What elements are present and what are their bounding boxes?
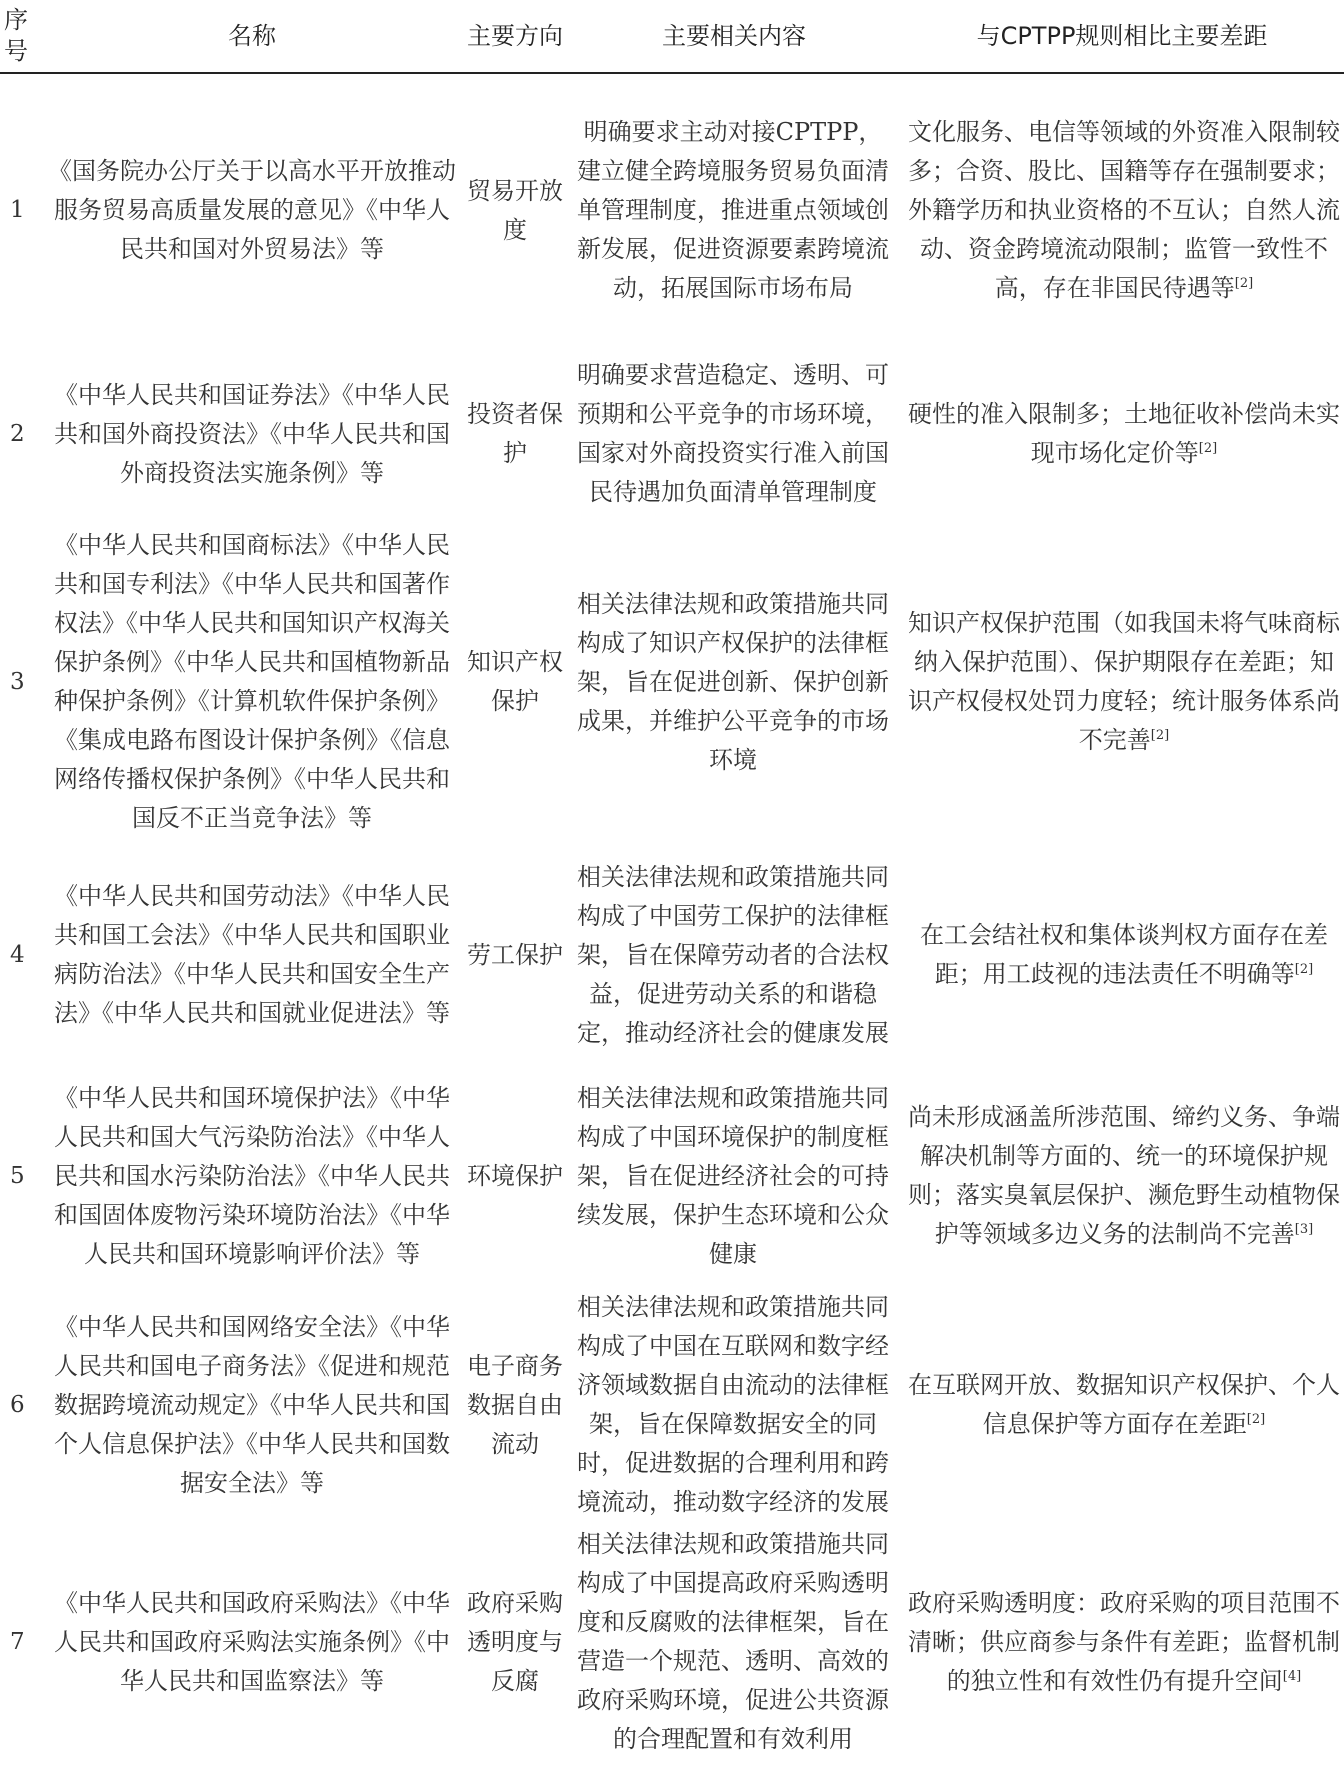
header-gap: 与CPTPP规则相比主要差距	[900, 0, 1344, 73]
table-row	[0, 521, 1344, 843]
row-gap-text: 硬性的准入限制多；土地征收补偿尚未实现市场化定价等	[908, 400, 1340, 467]
table-row	[0, 1285, 1344, 1525]
row-content: 相关法律法规和政策措施共同构成了中国提高政府采购透明度和反腐败的法律框架，旨在营造一个规范、透明、高效的政府采购环境，促进公共资源的合理配置和有效利用	[577, 1530, 889, 1753]
row-gap	[900, 1525, 1344, 1759]
header-name: 名称	[42, 0, 462, 73]
citation-ref: [3]	[1294, 1222, 1314, 1237]
table-body	[0, 73, 1344, 1759]
row-content: 明确要求主动对接CPTPP，建立健全跨境服务贸易负面清单管理制度，推进重点领域创新发展，促进资源要素跨境流动，拓展国际市场布局	[577, 118, 889, 302]
row-gap-text: 在工会结社权和集体谈判权方面存在差距；用工歧视的违法责任不明确等	[920, 921, 1328, 988]
row-gap	[900, 1067, 1344, 1285]
row-seq: 1	[10, 197, 25, 223]
row-direction: 电子商务数据自由流动	[467, 1351, 563, 1458]
row-name: 《中华人民共和国商标法》《中华人民共和国专利法》《中华人民共和国著作权法》《中华人民共和国知识产权海关保护条例》《中华人民共和国植物新品种保护条例》《计算机软件保护条例》《集成电路布图设计保护条例》《信息网络传播权保护条例》《中华人民共和国反不正当竞争法》等	[54, 531, 450, 832]
row-name: 《中华人民共和国网络安全法》《中华人民共和国电子商务法》《促进和规范数据跨境流动规定》《中华人民共和国个人信息保护法》《中华人民共和国数据安全法》等	[54, 1312, 450, 1497]
citation-ref: [2]	[1198, 441, 1218, 456]
table-row	[0, 1525, 1344, 1759]
row-seq: 6	[10, 1391, 25, 1418]
row-direction: 知识产权保护	[467, 648, 563, 715]
row-direction: 政府采购透明度与反腐	[467, 1588, 563, 1695]
row-direction: 劳工保护	[467, 940, 563, 969]
citation-ref: [4]	[1282, 1668, 1302, 1684]
row-direction: 贸易开放度	[467, 176, 563, 244]
row-name: 《中华人民共和国劳动法》《中华人民共和国工会法》《中华人民共和国职业病防治法》《中华人民共和国安全生产法》《中华人民共和国就业促进法》等	[54, 882, 450, 1027]
row-direction: 投资者保护	[467, 400, 563, 467]
citation-ref: [2]	[1234, 276, 1254, 291]
row-content: 相关法律法规和政策措施共同构成了知识产权保护的法律框架，旨在促进创新、保护创新成果，并维护公平竞争的市场环境	[577, 589, 889, 774]
table-row	[0, 73, 1344, 347]
row-gap-text: 知识产权保护范围（如我国未将气味商标纳入保护范围）、保护期限存在差距；知识产权侵权处罚力度轻；统计服务体系尚不完善	[908, 609, 1340, 754]
row-gap	[900, 347, 1344, 521]
header-direction: 主要方向	[462, 0, 568, 73]
row-gap	[900, 843, 1344, 1067]
table-row	[0, 347, 1344, 521]
row-content: 相关法律法规和政策措施共同构成了中国劳工保护的法律框架，旨在保障劳动者的合法权益，促进劳动关系的和谐稳定，推动经济社会的健康发展	[577, 862, 889, 1047]
header-seq: 序号	[0, 0, 42, 73]
header-row	[0, 0, 1344, 73]
citation-ref: [2]	[1150, 728, 1170, 743]
citation-ref: [2]	[1294, 962, 1314, 977]
row-seq: 4	[10, 941, 25, 968]
row-seq: 3	[10, 668, 25, 695]
table-row	[0, 1067, 1344, 1285]
table-header	[0, 0, 1344, 73]
row-name: 《中华人民共和国政府采购法》《中华人民共和国政府采购法实施条例》《中华人民共和国监察法》等	[54, 1588, 450, 1695]
row-gap	[900, 73, 1344, 347]
header-content: 主要相关内容	[568, 0, 900, 73]
row-gap-text: 在互联网开放、数据知识产权保护、个人信息保护等方面存在差距	[908, 1371, 1340, 1438]
row-gap	[900, 1285, 1344, 1525]
table-row	[0, 843, 1344, 1067]
row-gap-text: 文化服务、电信等领域的外资准入限制较多；合资、股比、国籍等存在强制要求；外籍学历和执业资格的不互认；自然人流动、资金跨境流动限制；监管一致性不高，存在非国民待遇等	[908, 118, 1340, 302]
row-name: 《中华人民共和国证券法》《中华人民共和国外商投资法》《中华人民共和国外商投资法实施条例》等	[54, 380, 450, 487]
row-gap	[900, 521, 1344, 843]
row-name: 《中华人民共和国环境保护法》《中华人民共和国大气污染防治法》《中华人民共和国水污染防治法》《中华人民共和国固体废物污染环境防治法》《中华人民共和国环境影响评价法》等	[54, 1083, 450, 1268]
row-seq: 7	[10, 1628, 25, 1655]
row-content: 明确要求营造稳定、透明、可预期和公平竞争的市场环境，国家对外商投资实行准入前国民待遇加负面清单管理制度	[577, 361, 889, 506]
row-direction: 环境保护	[467, 1161, 563, 1190]
row-content: 相关法律法规和政策措施共同构成了中国环境保护的制度框架，旨在促进经济社会的可持续发展，保护生态环境和公众健康	[577, 1083, 889, 1268]
row-seq: 2	[10, 420, 25, 447]
row-seq: 5	[10, 1162, 25, 1189]
row-gap-text: 政府采购透明度：政府采购的项目范围不清晰；供应商参与条件有差距；监督机制的独立性和有效性仍有提升空间	[908, 1588, 1340, 1695]
row-content: 相关法律法规和政策措施共同构成了中国在互联网和数字经济领域数据自由流动的法律框架，旨在保障数据安全的同时，促进数据的合理利用和跨境流动，推动数字经济的发展	[577, 1293, 889, 1516]
row-name: 《国务院办公厅关于以高水平开放推动服务贸易高质量发展的意见》《中华人民共和国对外贸易法》等	[48, 157, 456, 263]
row-gap-text: 尚未形成涵盖所涉范围、缔约义务、争端解决机制等方面的、统一的环境保护规则；落实臭氧层保护、濒危野生动植物保护等领域多边义务的法制尚不完善	[908, 1103, 1340, 1248]
citation-ref: [2]	[1246, 1412, 1266, 1427]
